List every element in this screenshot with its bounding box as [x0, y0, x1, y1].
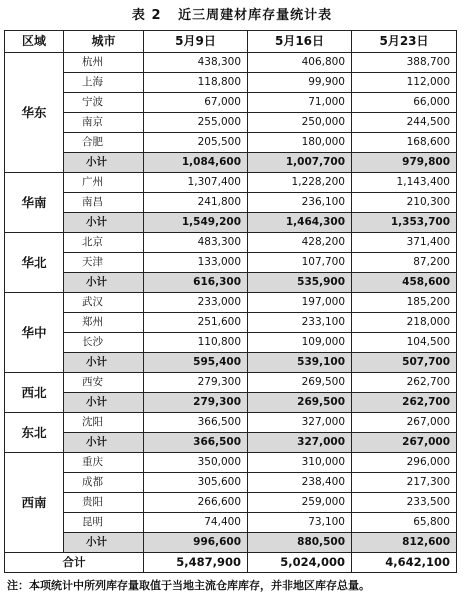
value-cell-week-1: 279,300 [144, 373, 248, 393]
subtotal-week-2: 269,500 [248, 393, 352, 413]
value-cell-week-3: 104,500 [352, 333, 457, 353]
table-row [5, 53, 457, 73]
value-cell-week-3: 66,000 [352, 93, 457, 113]
subtotal-label: 小计 [64, 213, 144, 233]
city-cell: 昆明 [64, 513, 144, 533]
subtotal-week-2: 539,100 [248, 353, 352, 373]
value-cell-week-3: 218,000 [352, 313, 457, 333]
value-cell-week-2: 99,900 [248, 73, 352, 93]
value-cell-week-1: 350,000 [144, 453, 248, 473]
value-cell-week-1: 255,000 [144, 113, 248, 133]
subtotal-row [5, 533, 457, 553]
value-cell-week-1: 438,300 [144, 53, 248, 73]
value-cell-week-3: 267,000 [352, 413, 457, 433]
table-row [5, 253, 457, 273]
value-cell-week-2: 109,000 [248, 333, 352, 353]
region-cell: 西南 [5, 453, 64, 553]
table-row [5, 73, 457, 93]
subtotal-row [5, 153, 457, 173]
subtotal-week-3: 507,700 [352, 353, 457, 373]
region-cell: 华南 [5, 173, 64, 233]
header-week-2: 5月16日 [248, 31, 352, 53]
city-cell: 成都 [64, 473, 144, 493]
value-cell-week-3: 217,300 [352, 473, 457, 493]
subtotal-label: 小计 [64, 393, 144, 413]
subtotal-week-2: 535,900 [248, 273, 352, 293]
subtotal-label: 小计 [64, 153, 144, 173]
table-row [5, 193, 457, 213]
total-label: 合计 [5, 553, 144, 573]
total-week-2: 5,024,000 [248, 553, 352, 573]
value-cell-week-1: 67,000 [144, 93, 248, 113]
value-cell-week-1: 266,600 [144, 493, 248, 513]
table-row [5, 313, 457, 333]
city-cell: 沈阳 [64, 413, 144, 433]
value-cell-week-3: 185,200 [352, 293, 457, 313]
city-cell: 上海 [64, 73, 144, 93]
region-cell: 华中 [5, 293, 64, 373]
subtotal-week-1: 1,084,600 [144, 153, 248, 173]
table-row [5, 113, 457, 133]
table-row [5, 173, 457, 193]
table-row [5, 493, 457, 513]
value-cell-week-2: 180,000 [248, 133, 352, 153]
city-cell: 贵阳 [64, 493, 144, 513]
subtotal-week-2: 880,500 [248, 533, 352, 553]
value-cell-week-2: 250,000 [248, 113, 352, 133]
city-cell: 杭州 [64, 53, 144, 73]
header-city: 城市 [64, 31, 144, 53]
value-cell-week-1: 118,800 [144, 73, 248, 93]
city-cell: 南京 [64, 113, 144, 133]
value-cell-week-1: 305,600 [144, 473, 248, 493]
subtotal-row [5, 273, 457, 293]
value-cell-week-2: 197,000 [248, 293, 352, 313]
table-row [5, 293, 457, 313]
value-cell-week-1: 366,500 [144, 413, 248, 433]
region-cell: 华北 [5, 233, 64, 293]
subtotal-week-3: 1,353,700 [352, 213, 457, 233]
value-cell-week-3: 112,000 [352, 73, 457, 93]
value-cell-week-2: 428,200 [248, 233, 352, 253]
city-cell: 广州 [64, 173, 144, 193]
subtotal-row [5, 353, 457, 373]
subtotal-week-2: 1,007,700 [248, 153, 352, 173]
value-cell-week-3: 371,400 [352, 233, 457, 253]
value-cell-week-3: 388,700 [352, 53, 457, 73]
subtotal-week-2: 327,000 [248, 433, 352, 453]
value-cell-week-3: 168,600 [352, 133, 457, 153]
subtotal-row [5, 433, 457, 453]
subtotal-label: 小计 [64, 533, 144, 553]
total-week-3: 4,642,100 [352, 553, 457, 573]
value-cell-week-1: 205,500 [144, 133, 248, 153]
subtotal-week-3: 267,000 [352, 433, 457, 453]
value-cell-week-3: 1,143,400 [352, 173, 457, 193]
city-cell: 合肥 [64, 133, 144, 153]
subtotal-week-1: 616,300 [144, 273, 248, 293]
value-cell-week-3: 296,000 [352, 453, 457, 473]
total-row [5, 553, 457, 573]
value-cell-week-2: 238,400 [248, 473, 352, 493]
table-title: 表 2 近三周建材库存量统计表 [131, 8, 333, 23]
table-row [5, 453, 457, 473]
value-cell-week-3: 65,800 [352, 513, 457, 533]
value-cell-week-1: 233,000 [144, 293, 248, 313]
value-cell-week-1: 251,600 [144, 313, 248, 333]
value-cell-week-3: 87,200 [352, 253, 457, 273]
region-cell: 西北 [5, 373, 64, 413]
inventory-table [4, 30, 457, 573]
value-cell-week-1: 74,400 [144, 513, 248, 533]
city-cell: 西安 [64, 373, 144, 393]
value-cell-week-1: 241,800 [144, 193, 248, 213]
total-week-1: 5,487,900 [144, 553, 248, 573]
subtotal-week-3: 812,600 [352, 533, 457, 553]
value-cell-week-2: 233,100 [248, 313, 352, 333]
header-row [5, 31, 457, 53]
value-cell-week-2: 107,700 [248, 253, 352, 273]
subtotal-week-3: 458,600 [352, 273, 457, 293]
value-cell-week-2: 310,000 [248, 453, 352, 473]
value-cell-week-1: 133,000 [144, 253, 248, 273]
table-row [5, 93, 457, 113]
value-cell-week-1: 483,300 [144, 233, 248, 253]
subtotal-week-2: 1,464,300 [248, 213, 352, 233]
city-cell: 北京 [64, 233, 144, 253]
subtotal-week-3: 979,800 [352, 153, 457, 173]
value-cell-week-2: 327,000 [248, 413, 352, 433]
value-cell-week-3: 262,700 [352, 373, 457, 393]
subtotal-week-3: 262,700 [352, 393, 457, 413]
value-cell-week-2: 406,800 [248, 53, 352, 73]
subtotal-week-1: 996,600 [144, 533, 248, 553]
city-cell: 南昌 [64, 193, 144, 213]
value-cell-week-2: 73,100 [248, 513, 352, 533]
value-cell-week-3: 244,500 [352, 113, 457, 133]
subtotal-week-1: 366,500 [144, 433, 248, 453]
table-row [5, 373, 457, 393]
city-cell: 天津 [64, 253, 144, 273]
header-week-3: 5月23日 [352, 31, 457, 53]
table-body [5, 53, 457, 573]
value-cell-week-1: 1,307,400 [144, 173, 248, 193]
city-cell: 长沙 [64, 333, 144, 353]
subtotal-week-1: 1,549,200 [144, 213, 248, 233]
value-cell-week-3: 210,300 [352, 193, 457, 213]
city-cell: 郑州 [64, 313, 144, 333]
city-cell: 重庆 [64, 453, 144, 473]
region-cell: 华东 [5, 53, 64, 173]
city-cell: 宁波 [64, 93, 144, 113]
header-week-1: 5月9日 [144, 31, 248, 53]
subtotal-label: 小计 [64, 273, 144, 293]
table-row [5, 133, 457, 153]
value-cell-week-2: 269,500 [248, 373, 352, 393]
subtotal-label: 小计 [64, 433, 144, 453]
table-row [5, 233, 457, 253]
value-cell-week-2: 236,100 [248, 193, 352, 213]
table-row [5, 513, 457, 533]
region-cell: 东北 [5, 413, 64, 453]
table-row [5, 413, 457, 433]
subtotal-row [5, 393, 457, 413]
value-cell-week-2: 71,000 [248, 93, 352, 113]
header-region: 区域 [5, 31, 64, 53]
value-cell-week-3: 233,500 [352, 493, 457, 513]
table-row [5, 473, 457, 493]
value-cell-week-2: 259,000 [248, 493, 352, 513]
table-row [5, 333, 457, 353]
subtotal-week-1: 595,400 [144, 353, 248, 373]
footnote: 注：本项统计中所列库存量取值于当地主流仓库库存，并非地区库存总量。 [7, 579, 370, 592]
subtotal-week-1: 279,300 [144, 393, 248, 413]
value-cell-week-2: 1,228,200 [248, 173, 352, 193]
value-cell-week-1: 110,800 [144, 333, 248, 353]
subtotal-row [5, 213, 457, 233]
city-cell: 武汉 [64, 293, 144, 313]
subtotal-label: 小计 [64, 353, 144, 373]
